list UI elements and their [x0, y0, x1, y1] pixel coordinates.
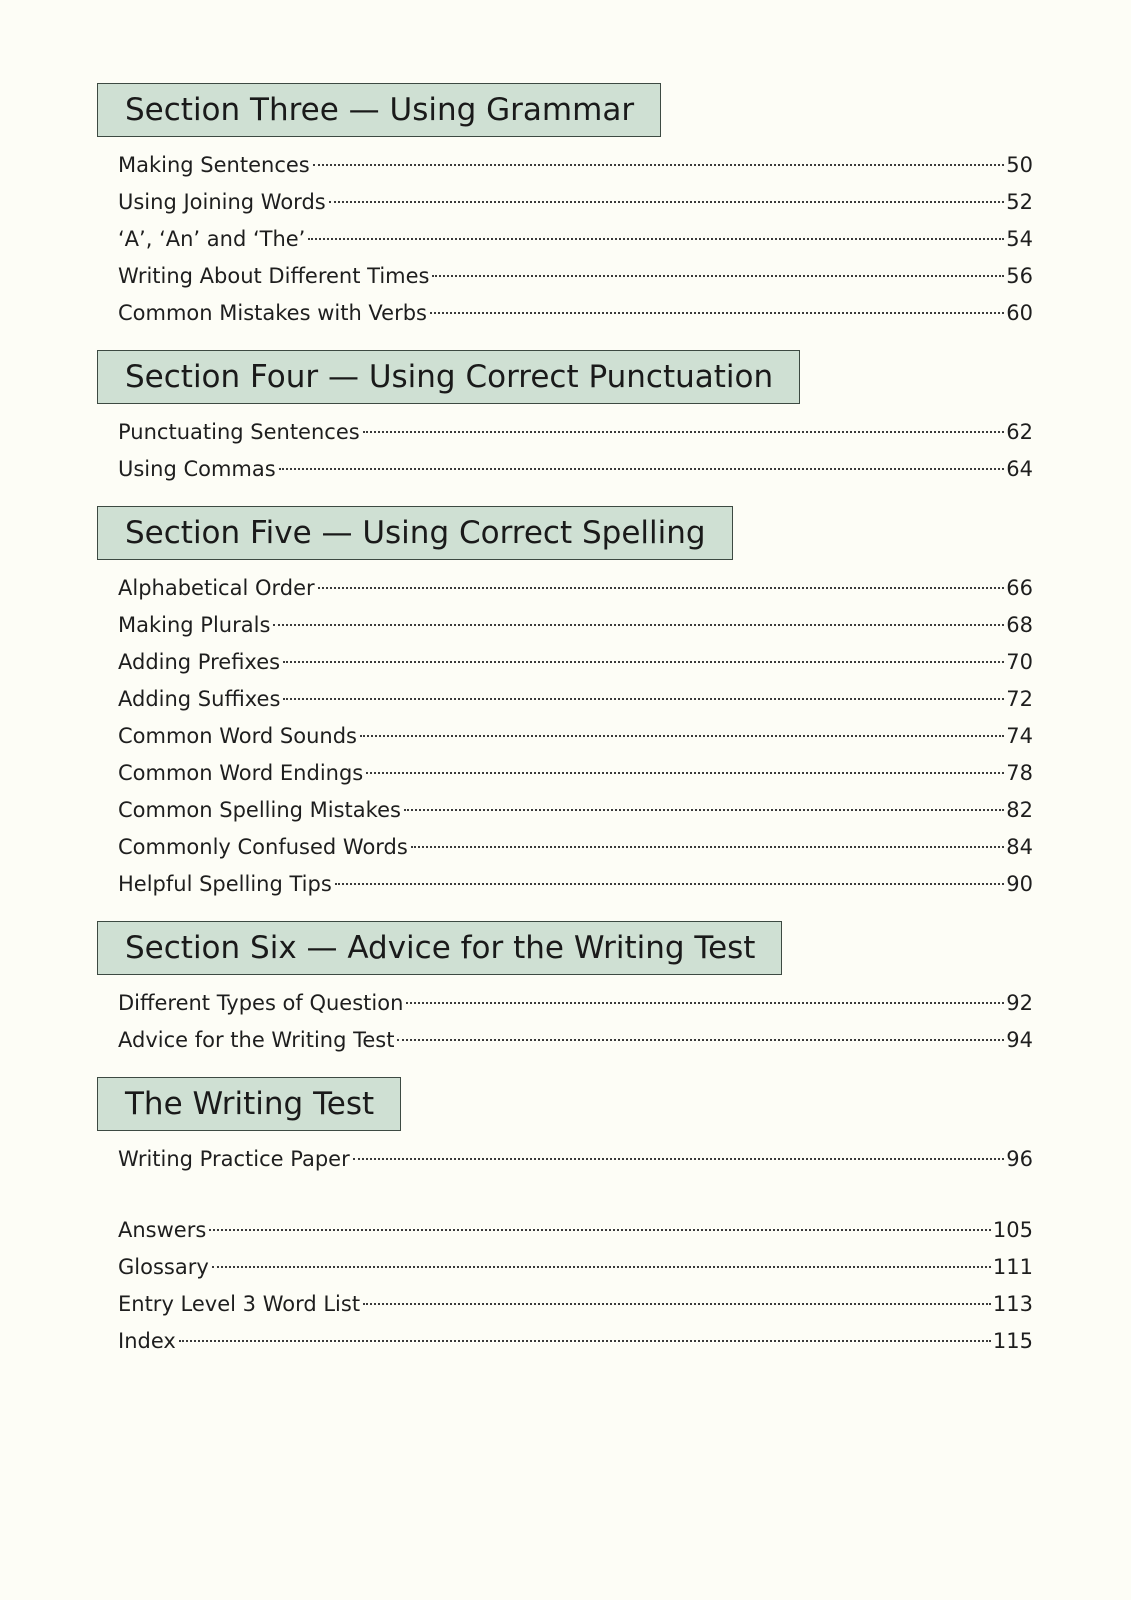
dot-leader: [209, 1229, 991, 1231]
entry-title: Index: [118, 1329, 176, 1353]
entry-page-number: 78: [1006, 761, 1033, 785]
dot-leader: [363, 431, 1005, 433]
dot-leader: [335, 883, 1004, 885]
section-heading: The Writing Test: [97, 1077, 401, 1131]
section-heading: Section Four — Using Correct Punctuation: [97, 350, 800, 404]
entry-title: Glossary: [118, 1255, 209, 1279]
dot-leader: [353, 1158, 1005, 1160]
toc-entry[interactable]: [118, 644, 1033, 681]
entry-page-number: 62: [1006, 420, 1033, 444]
toc-entry[interactable]: [118, 866, 1033, 903]
entry-page-number: 66: [1006, 576, 1033, 600]
toc-entry[interactable]: [118, 1141, 1033, 1178]
entry-title: Adding Suffixes: [118, 687, 281, 711]
entry-title: Using Joining Words: [118, 190, 326, 214]
dot-leader: [432, 275, 1004, 277]
entry-page-number: 96: [1006, 1147, 1033, 1171]
dot-leader: [363, 1303, 991, 1305]
toc-entry[interactable]: [118, 1323, 1033, 1360]
entry-title: Common Mistakes with Verbs: [118, 301, 427, 325]
dot-leader: [366, 772, 1004, 774]
entry-title: ‘A’, ‘An’ and ‘The’: [118, 227, 306, 251]
entry-list: [118, 570, 1033, 903]
dot-leader: [329, 201, 1005, 203]
entry-title: Entry Level 3 Word List: [118, 1292, 361, 1316]
entry-page-number: 64: [1006, 457, 1033, 481]
entry-title: Helpful Spelling Tips: [118, 872, 332, 896]
entry-page-number: 54: [1006, 227, 1033, 251]
entry-title: Making Plurals: [118, 613, 271, 637]
entry-title: Alphabetical Order: [118, 576, 315, 600]
entry-title: Common Spelling Mistakes: [118, 798, 401, 822]
entry-page-number: 68: [1006, 613, 1033, 637]
dot-leader: [411, 846, 1004, 848]
entry-page-number: 52: [1006, 190, 1033, 214]
dot-leader: [308, 238, 1004, 240]
section-six: [97, 921, 1033, 1059]
entry-list: [118, 414, 1033, 488]
entry-page-number: 94: [1006, 1028, 1033, 1052]
toc-entry[interactable]: [118, 718, 1033, 755]
dot-leader: [273, 624, 1004, 626]
entry-page-number: 50: [1006, 153, 1033, 177]
toc-entry[interactable]: [118, 1212, 1033, 1249]
toc-entry[interactable]: [118, 1249, 1033, 1286]
dot-leader: [212, 1266, 991, 1268]
entry-title: Common Word Endings: [118, 761, 364, 785]
section-three: [97, 83, 1033, 332]
entry-page-number: 84: [1006, 835, 1033, 859]
back-matter-list: [118, 1212, 1033, 1360]
section-heading: Section Three — Using Grammar: [97, 83, 661, 137]
entry-page-number: 105: [992, 1218, 1033, 1242]
entry-title: Punctuating Sentences: [118, 420, 360, 444]
section-five: [97, 506, 1033, 903]
entry-list: [118, 1141, 1033, 1178]
entry-page-number: 72: [1006, 687, 1033, 711]
toc-entry[interactable]: [118, 1286, 1033, 1323]
toc-entry[interactable]: [118, 829, 1033, 866]
entry-title: Common Word Sounds: [118, 724, 357, 748]
entry-title: Writing About Different Times: [118, 264, 430, 288]
toc-entry[interactable]: [118, 295, 1033, 332]
dot-leader: [179, 1340, 991, 1342]
entry-list: [118, 147, 1033, 332]
dot-leader: [313, 164, 1005, 166]
dot-leader: [283, 661, 1004, 663]
dot-leader: [404, 809, 1004, 811]
toc-entry[interactable]: [118, 607, 1033, 644]
toc-entry[interactable]: [118, 1022, 1033, 1059]
entry-page-number: 56: [1006, 264, 1033, 288]
entry-title: Different Types of Question: [118, 991, 404, 1015]
toc-entry[interactable]: [118, 184, 1033, 221]
toc-entry[interactable]: [118, 258, 1033, 295]
entry-page-number: 92: [1006, 991, 1033, 1015]
dot-leader: [279, 468, 1005, 470]
entry-title: Writing Practice Paper: [118, 1147, 350, 1171]
section-four: [97, 350, 1033, 488]
toc-entry[interactable]: [118, 221, 1033, 258]
entry-title: Using Commas: [118, 457, 276, 481]
section-heading: Section Five — Using Correct Spelling: [97, 506, 733, 560]
section-heading: Section Six — Advice for the Writing Test: [97, 921, 782, 975]
toc-entry[interactable]: [118, 985, 1033, 1022]
toc-entry[interactable]: [118, 570, 1033, 607]
dot-leader: [283, 698, 1004, 700]
entry-page-number: 113: [992, 1292, 1033, 1316]
toc-entry[interactable]: [118, 792, 1033, 829]
entry-page-number: 111: [992, 1255, 1033, 1279]
entry-page-number: 70: [1006, 650, 1033, 674]
dot-leader: [430, 312, 1004, 314]
entry-title: Advice for the Writing Test: [118, 1028, 395, 1052]
dot-leader: [360, 735, 1004, 737]
entry-page-number: 60: [1006, 301, 1033, 325]
entry-title: Answers: [118, 1218, 207, 1242]
entry-page-number: 115: [992, 1329, 1033, 1353]
toc-entry[interactable]: [118, 681, 1033, 718]
toc-entry[interactable]: [118, 451, 1033, 488]
toc-entry[interactable]: [118, 414, 1033, 451]
entry-list: [118, 985, 1033, 1059]
entry-title: Commonly Confused Words: [118, 835, 408, 859]
toc-entry[interactable]: [118, 147, 1033, 184]
dot-leader: [406, 1002, 1004, 1004]
toc-entry[interactable]: [118, 755, 1033, 792]
entry-page-number: 74: [1006, 724, 1033, 748]
entry-page-number: 90: [1006, 872, 1033, 896]
dot-leader: [318, 587, 1005, 589]
dot-leader: [397, 1039, 1004, 1041]
entry-title: Adding Prefixes: [118, 650, 281, 674]
entry-title: Making Sentences: [118, 153, 310, 177]
section-writing-test: [97, 1077, 1033, 1178]
entry-page-number: 82: [1006, 798, 1033, 822]
